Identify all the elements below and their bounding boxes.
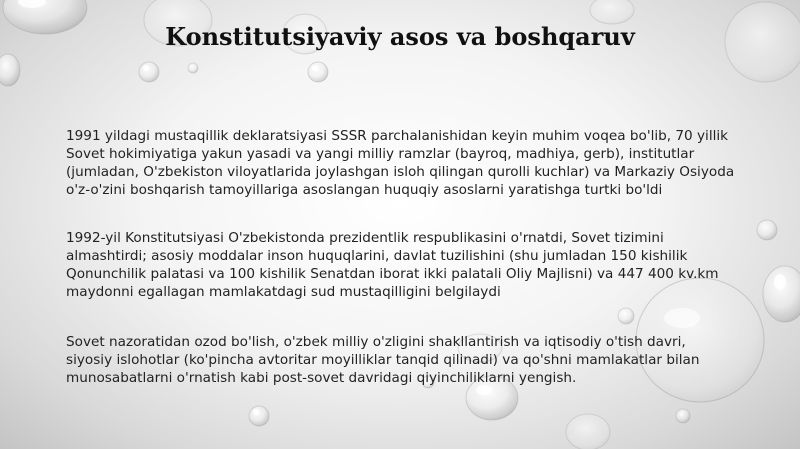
droplet-icon — [618, 308, 634, 324]
droplet-icon — [188, 63, 198, 73]
droplet-icon — [308, 62, 328, 82]
droplet-icon — [249, 406, 269, 426]
droplet-icon — [590, 0, 634, 24]
droplet-icon — [676, 409, 690, 423]
slide-title: Konstitutsiyaviy asos va boshqaruv — [165, 22, 635, 51]
paragraph-constitution: 1992-yil Konstitutsiyasi O'zbekistonda prezidentlik respublikasini o'rnatdi, Sovet tizimini almashtirdi; asosiy moddalar inson huquqlarini, davlat tuzilishini (shu jumladan 150 kishilik Qonunchilik palatasi va 100 kishilik Senatdan iborat ikki palatali Oliy Majlisni) va 447 400 kv.km maydonni egallagan mamlakatdagi sud mustaqilligini belgilaydi — [66, 230, 719, 300]
droplet-icon — [757, 220, 777, 240]
droplet-icon — [139, 62, 159, 82]
droplet-icon — [763, 266, 800, 322]
paragraph-independence: 1991 yildagi mustaqillik deklaratsiyasi SSSR parchalanishidan keyin muhim voqea bo'lib, 70 yillik Sovet hokimiyatiga yakun yasadi va yangi milliy ramzlar (bayroq, madhiya, gerb), institutlar (jumladan, O'zbekiston viloyatlarida joylashgan isloh qilingan qurolli kuchlar) va Markaziy Osiyoda o'z-o'zini boshqarish tamoyillariga asoslangan huquqiy asoslarni yaratishga turtki bo'ldi — [66, 128, 735, 198]
droplet-icon — [566, 414, 610, 449]
paragraph-post-soviet: Sovet nazoratidan ozod bo'lish, o'zbek milliy o'zligini shakllantirish va iqtisodiy o'tish davri, siyosiy islohotlar (ko'pincha avtoritar moyilliklar tanqid qilinadi) va qo'shni mamlakatlar bilan munosabatlarni o'rnatish kabi post-sovet davridagi qiyinchiliklarni yengish. — [66, 334, 700, 386]
droplet-icon — [0, 54, 20, 86]
